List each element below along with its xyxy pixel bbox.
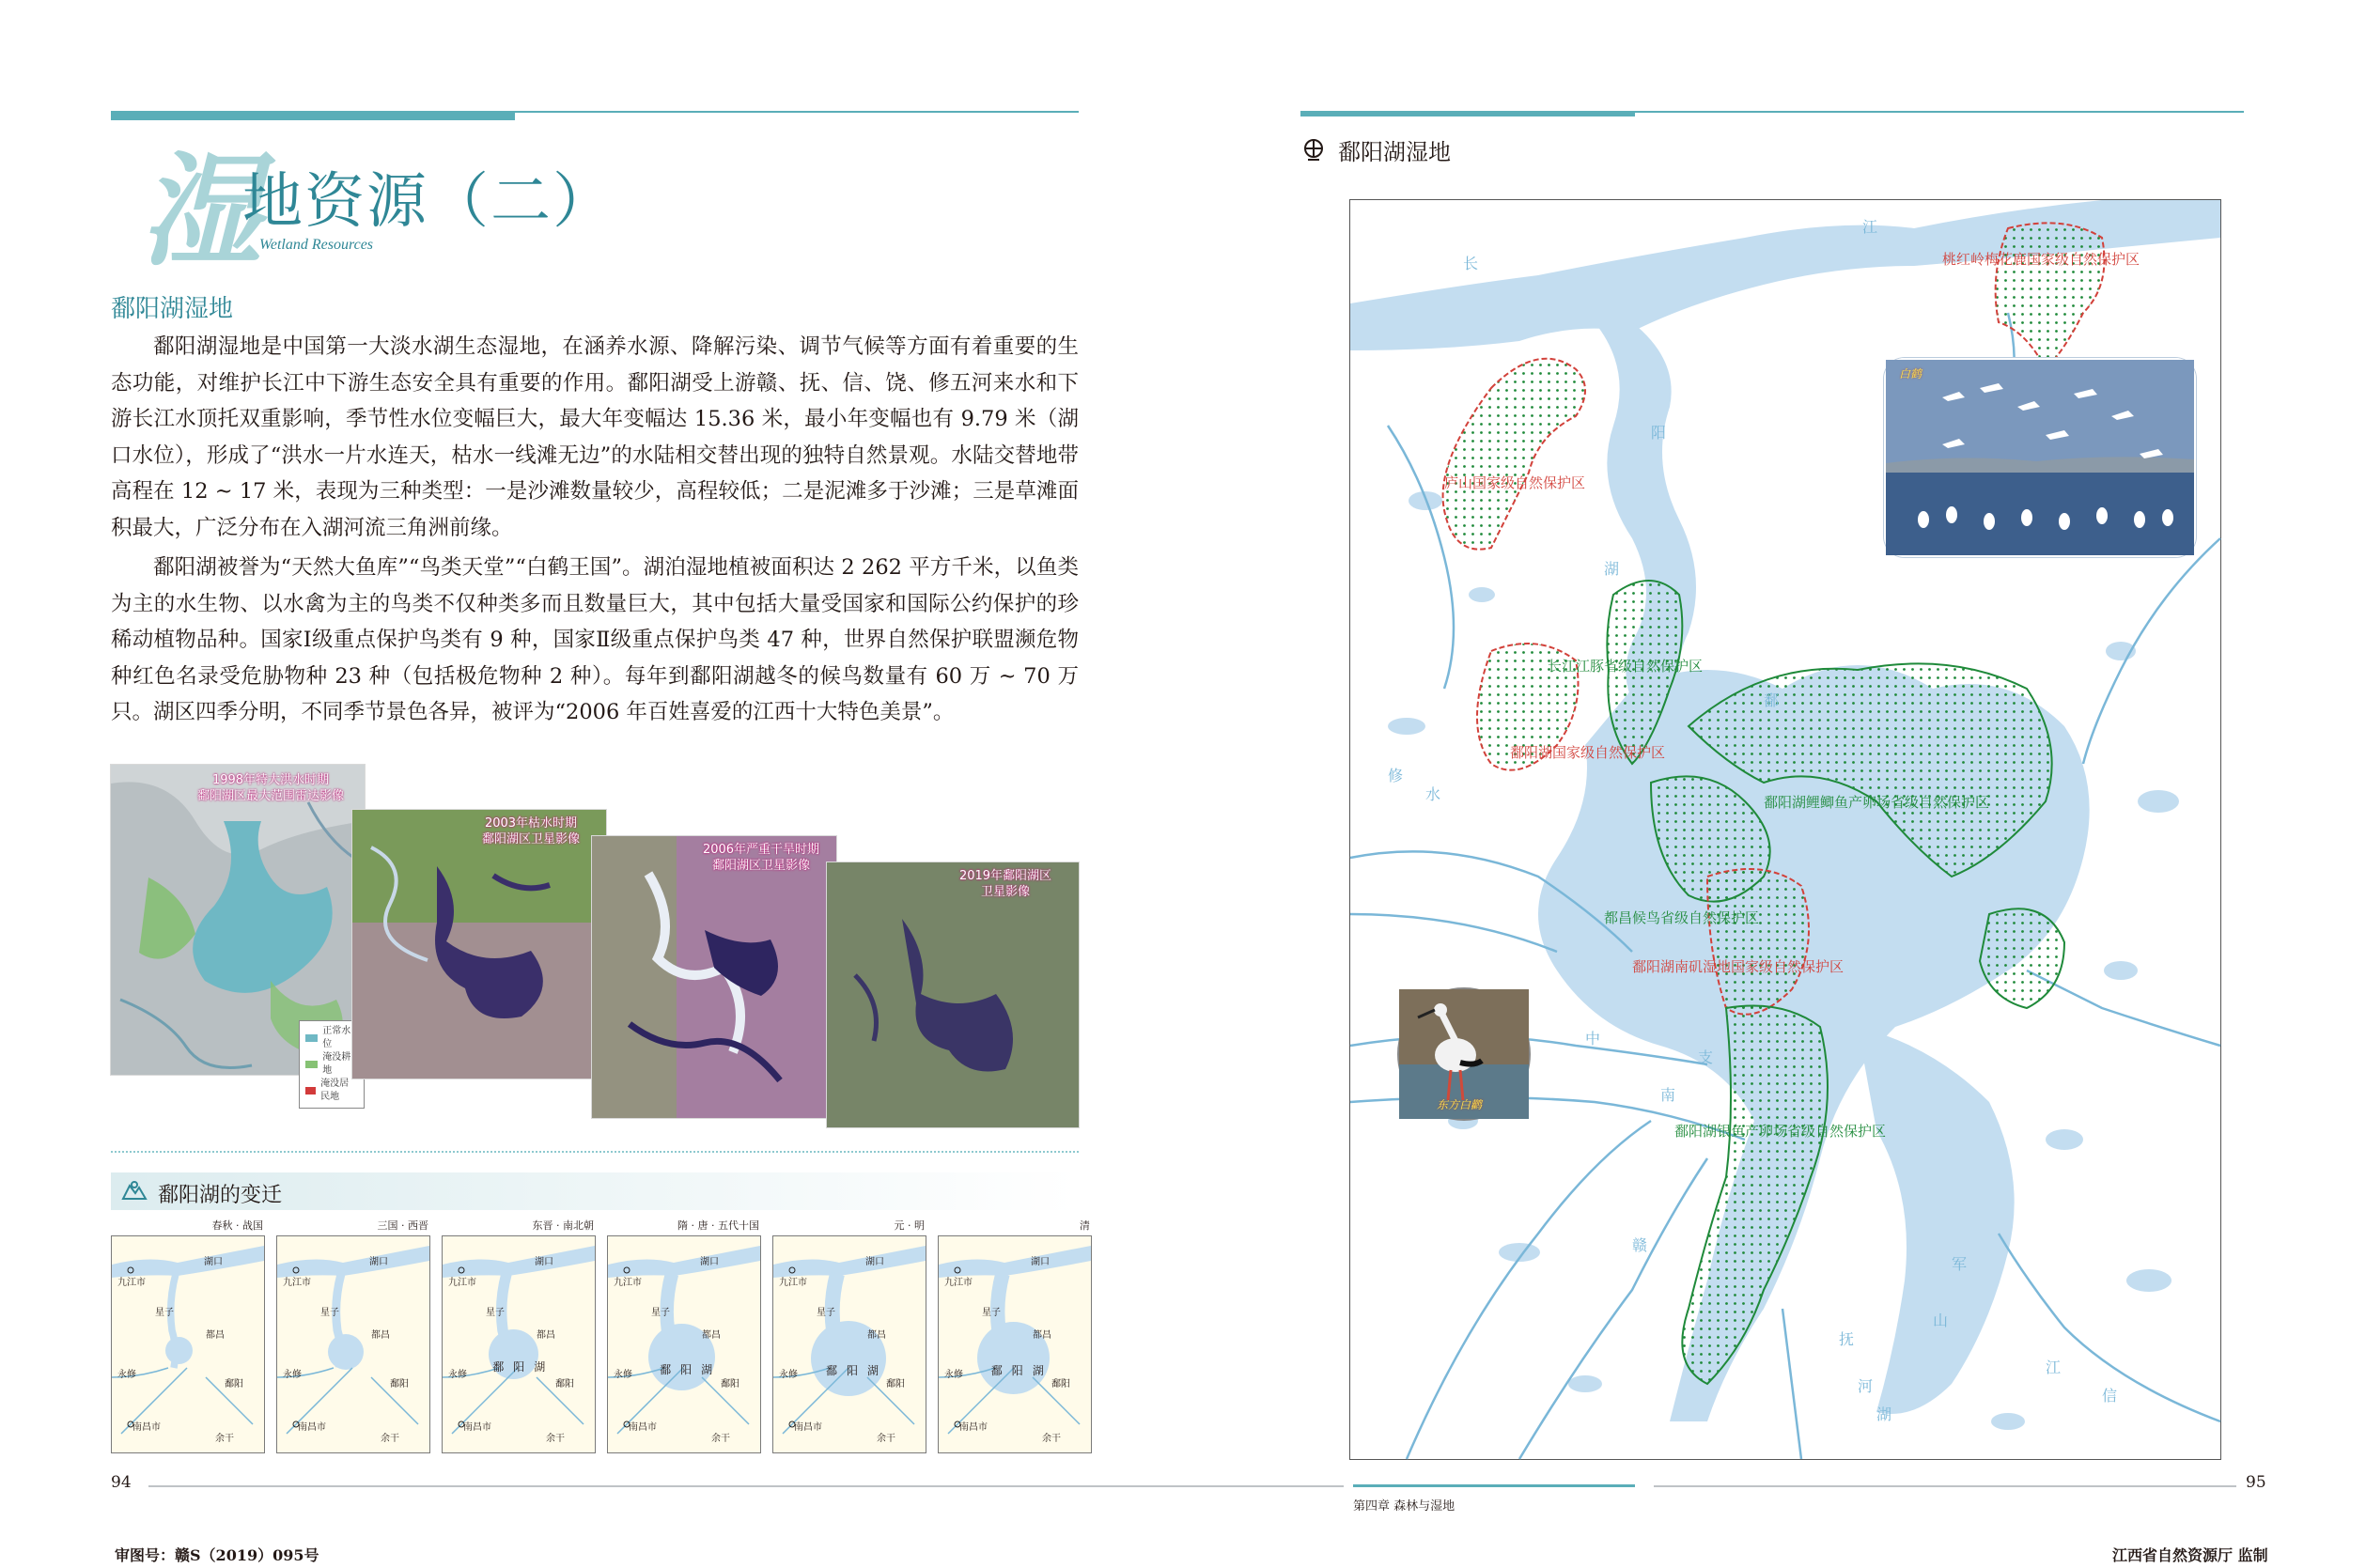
map-water-label-jiang: 江 <box>1862 218 1878 236</box>
dotted-separator <box>111 1151 1079 1153</box>
place-label-nanchang: 南昌市 <box>794 1422 822 1433</box>
place-label-yongxiu: 永修 <box>448 1370 467 1380</box>
header-rule-thin-right <box>1300 111 2244 113</box>
globe-icon <box>1300 137 1327 167</box>
place-label-poyang: 鄱阳 <box>390 1379 409 1389</box>
place-label-poyang: 鄱阳 <box>886 1379 905 1389</box>
place-label-nanchang: 南昌市 <box>629 1422 657 1433</box>
publisher-credit: 江西省自然资源厅 监制 <box>2112 1546 2268 1564</box>
lake-label-char: 湖 <box>534 1359 546 1374</box>
place-label-jiujiang: 九江市 <box>944 1278 973 1288</box>
page-number-left: 94 <box>111 1473 132 1492</box>
place-label-jiujiang: 九江市 <box>614 1278 642 1288</box>
evolution-period-label: 三国 · 西晋 <box>377 1219 428 1232</box>
place-label-nanchang: 南昌市 <box>959 1422 988 1433</box>
place-label-poyang: 鄱阳 <box>225 1379 243 1389</box>
place-label-jiujiang: 九江市 <box>117 1278 146 1288</box>
place-label-yugan: 余干 <box>1042 1434 1061 1444</box>
reserve-label-poyang-national: 鄱阳湖国家级自然保护区 <box>1510 744 1666 761</box>
place-label-yongxiu: 永修 <box>117 1370 136 1380</box>
reserve-label-nanji: 鄱阳湖南矶湿地国家级自然保护区 <box>1632 958 1845 975</box>
place-label-xingzi: 星子 <box>320 1308 339 1318</box>
satellite-image-2019 <box>827 862 1079 1127</box>
map-water-label-xiu: 修 <box>1388 767 1404 784</box>
lake-label-char: 阳 <box>513 1359 525 1374</box>
lake-label-char: 湖 <box>867 1364 879 1377</box>
place-label-xingzi: 星子 <box>651 1308 670 1318</box>
lake-label-char: 鄱 <box>660 1362 672 1376</box>
poyang-wetland-map <box>1349 199 2221 1460</box>
map-water-label-he: 河 <box>1858 1377 1874 1395</box>
map-water-label-zhi: 支 <box>1698 1048 1714 1066</box>
map-water-label-yang: 阳 <box>1651 424 1667 442</box>
place-label-yugan: 余干 <box>381 1434 399 1444</box>
header-rule-thin-left <box>111 111 1079 113</box>
evolution-period-label: 东晋 · 南北朝 <box>532 1219 594 1232</box>
lake-label-char: 鄱 <box>492 1359 505 1374</box>
place-label-xingzi: 星子 <box>155 1308 174 1318</box>
reserve-label-yangtze-porpoise: 长江江豚省级自然保护区 <box>1548 658 1704 675</box>
place-label-duchang: 都昌 <box>867 1330 886 1341</box>
map-page-title: 鄱阳湖湿地 <box>1338 139 1451 165</box>
place-label-yugan: 余干 <box>711 1434 730 1444</box>
satellite-image-2006 <box>592 836 836 1118</box>
place-label-jiujiang: 九江市 <box>448 1278 476 1288</box>
evolution-map <box>938 1235 1092 1453</box>
lake-label-char: 鄱 <box>990 1363 1003 1377</box>
map-water-label-shan: 山 <box>1933 1312 1949 1329</box>
place-label-nanchang: 南昌市 <box>463 1422 491 1433</box>
footer-rule-right-a <box>1034 1485 1344 1487</box>
evolution-map <box>772 1235 926 1453</box>
place-label-yugan: 余干 <box>215 1434 234 1444</box>
chapter-label: 第四章 森林与湿地 <box>1353 1499 1455 1514</box>
place-label-poyang: 鄱阳 <box>555 1379 574 1389</box>
page-number-right: 95 <box>2246 1473 2266 1492</box>
place-label-yongxiu: 永修 <box>283 1370 302 1380</box>
map-icon <box>120 1178 148 1208</box>
place-label-yongxiu: 永修 <box>779 1370 798 1380</box>
place-label-yongxiu: 永修 <box>614 1370 632 1380</box>
reserve-label-whitebait: 鄱阳湖银鱼产卵场省级自然保护区 <box>1674 1123 1887 1140</box>
evolution-period-label: 元 · 明 <box>894 1219 925 1232</box>
place-label-duchang: 都昌 <box>371 1330 390 1341</box>
place-label-hukou: 湖口 <box>369 1257 388 1267</box>
place-label-hukou: 湖口 <box>700 1257 719 1267</box>
place-label-duchang: 都昌 <box>1033 1330 1051 1341</box>
satellite-caption-2006: 2006年严重干旱时期 鄱阳湖区卫星影像 <box>702 843 820 873</box>
satellite-legend: 正常水位 淹没耕地 淹没居民地 <box>299 1020 365 1109</box>
lake-label-char: 鄱 <box>826 1364 838 1377</box>
evolution-map <box>442 1235 596 1453</box>
place-label-yugan: 余干 <box>546 1434 565 1444</box>
evolution-title: 鄱阳湖的变迁 <box>158 1184 283 1207</box>
lake-label-char: 阳 <box>680 1362 693 1376</box>
place-label-hukou: 湖口 <box>865 1257 884 1267</box>
place-label-jiujiang: 九江市 <box>779 1278 807 1288</box>
map-water-label-gan: 赣 <box>1632 1236 1648 1254</box>
article-heading: 鄱阳湖湿地 <box>111 295 234 323</box>
evolution-map <box>276 1235 430 1453</box>
map-water-label-hu-2: 湖 <box>1876 1405 1892 1423</box>
crane-photo <box>1884 358 2196 557</box>
map-water-label-jiang-2: 江 <box>2046 1358 2062 1376</box>
map-water-label-shui: 水 <box>1425 785 1441 803</box>
paragraph-1: 鄱阳湖湿地是中国第一大淡水湖生态湿地，在涵养水源、降解污染、调节气候等方面有着重要的生态功能，对维护长江中下游生态安全具有重要的作用。鄱阳湖受上游赣、抚、信、饶、修五河来水和下游长江水顶托双重影响，季节性水位变幅巨大，最大年变幅达 15.36 米，最小年变幅也有 9.79 米（湖口水位），形成了“洪水一片水连天，枯水一线滩无边”的水陆相交替出现的独特自然景观。水陆交替地带高程在 12 ~ 17 米，表现为三种类型：一是沙滩数量较少，高程较低；二是泥滩多于沙滩；三是草滩面积最大，广泛分布在入湖河流三角洲前缘。 <box>111 334 1079 540</box>
reserve-label-carp-spawning: 鄱阳湖鲤鲫鱼产卵场省级自然保护区 <box>1764 794 1990 811</box>
map-water-label-nan: 南 <box>1660 1086 1676 1104</box>
lake-label-char: 阳 <box>1011 1363 1023 1377</box>
map-water-label-fu: 抚 <box>1839 1330 1855 1348</box>
section-title <box>111 132 675 282</box>
satellite-caption-2019: 2019年鄱阳湖区 卫星影像 <box>958 869 1052 899</box>
evolution-header-bar <box>111 1172 1079 1210</box>
title-big-char: 湿 <box>139 139 262 283</box>
map-water-label-chang: 长 <box>1463 255 1479 272</box>
reserve-label-taohongling: 桃红岭梅花鹿国家级自然保护区 <box>1942 251 2140 268</box>
evolution-period-label: 隋 · 唐 · 五代十国 <box>677 1219 759 1232</box>
map-water-label-xin: 信 <box>2102 1387 2118 1405</box>
evolution-period-label: 春秋 · 战国 <box>211 1219 263 1232</box>
place-label-duchang: 都昌 <box>206 1330 225 1341</box>
satellite-image-1998 <box>111 765 365 1102</box>
place-label-jiujiang: 九江市 <box>283 1278 311 1288</box>
place-label-hukou: 湖口 <box>535 1257 553 1267</box>
footer-rule-right-b <box>1654 1485 2236 1487</box>
evolution-map <box>607 1235 761 1453</box>
title-main: 地资源（二） <box>242 167 615 237</box>
reserve-label-lushan: 庐山国家级自然保护区 <box>1444 474 1586 491</box>
title-english: Wetland Resources <box>259 237 374 253</box>
footer-rule-left <box>148 1485 1079 1487</box>
lake-label-char: 阳 <box>847 1364 859 1377</box>
place-label-yongxiu: 永修 <box>944 1370 963 1380</box>
place-label-poyang: 鄱阳 <box>1051 1379 1070 1389</box>
map-water-label-po: 鄱 <box>1764 691 1780 709</box>
place-label-nanchang: 南昌市 <box>298 1422 326 1433</box>
crane-photo-tag: 白鹤 <box>1899 367 1922 380</box>
map-water-label-zhong: 中 <box>1585 1030 1601 1048</box>
place-label-xingzi: 星子 <box>486 1308 505 1318</box>
evolution-period-label: 清 <box>1080 1219 1090 1232</box>
place-label-xingzi: 星子 <box>817 1308 835 1318</box>
lake-label-char: 湖 <box>701 1362 713 1376</box>
place-label-poyang: 鄱阳 <box>721 1379 739 1389</box>
map-water-label-jun: 军 <box>1952 1255 1968 1273</box>
stork-photo <box>1397 987 1531 1121</box>
footer-rule-right-accent <box>1353 1484 1635 1487</box>
paragraph-2: 鄱阳湖被誉为“天然大鱼库”“鸟类天堂”“白鹤王国”。湖泊湿地植被面积达 2 262 平方千米，以鱼类为主的水生物、以水禽为主的鸟类不仅种类多而且数量巨大，其中包括大量受国家和国际公约保护的珍稀动植物品种。国家Ⅰ级重点保护鸟类有 9 种，国家Ⅱ级重点保护鸟类 47 种，世界自然保护联盟濒危物种红色名录受危胁物种 23 种（包括极危物种 2 种）。每年到鄱阳湖越冬的候鸟数量有 60 万 ~ 70 万只。湖区四季分明，不同季节景色各异，被评为“2006 年百姓喜爱的江西十大特色美景”。 <box>111 555 1079 724</box>
place-label-xingzi: 星子 <box>982 1308 1001 1318</box>
stork-photo-tag: 东方白鹳 <box>1437 1098 1483 1111</box>
place-label-duchang: 都昌 <box>702 1330 721 1341</box>
place-label-hukou: 湖口 <box>1031 1257 1050 1267</box>
place-label-duchang: 都昌 <box>537 1330 555 1341</box>
satellite-caption-1998: 1998年特大洪水时期 鄱阳湖区最大范围雷达影像 <box>196 773 344 803</box>
map-approval-number: 审图号：赣S（2019）095号 <box>115 1546 319 1564</box>
place-label-hukou: 湖口 <box>204 1257 223 1267</box>
satellite-caption-2003: 2003年枯水时期 鄱阳湖区卫星影像 <box>481 816 580 846</box>
satellite-image-2003 <box>352 810 606 1079</box>
lake-label-char: 湖 <box>1032 1363 1044 1377</box>
evolution-map <box>111 1235 265 1453</box>
reserve-label-duchang-birds: 都昌候鸟省级自然保护区 <box>1604 909 1760 926</box>
place-label-nanchang: 南昌市 <box>132 1422 161 1433</box>
place-label-yugan: 余干 <box>877 1434 895 1444</box>
map-water-label-hu: 湖 <box>1604 560 1620 578</box>
